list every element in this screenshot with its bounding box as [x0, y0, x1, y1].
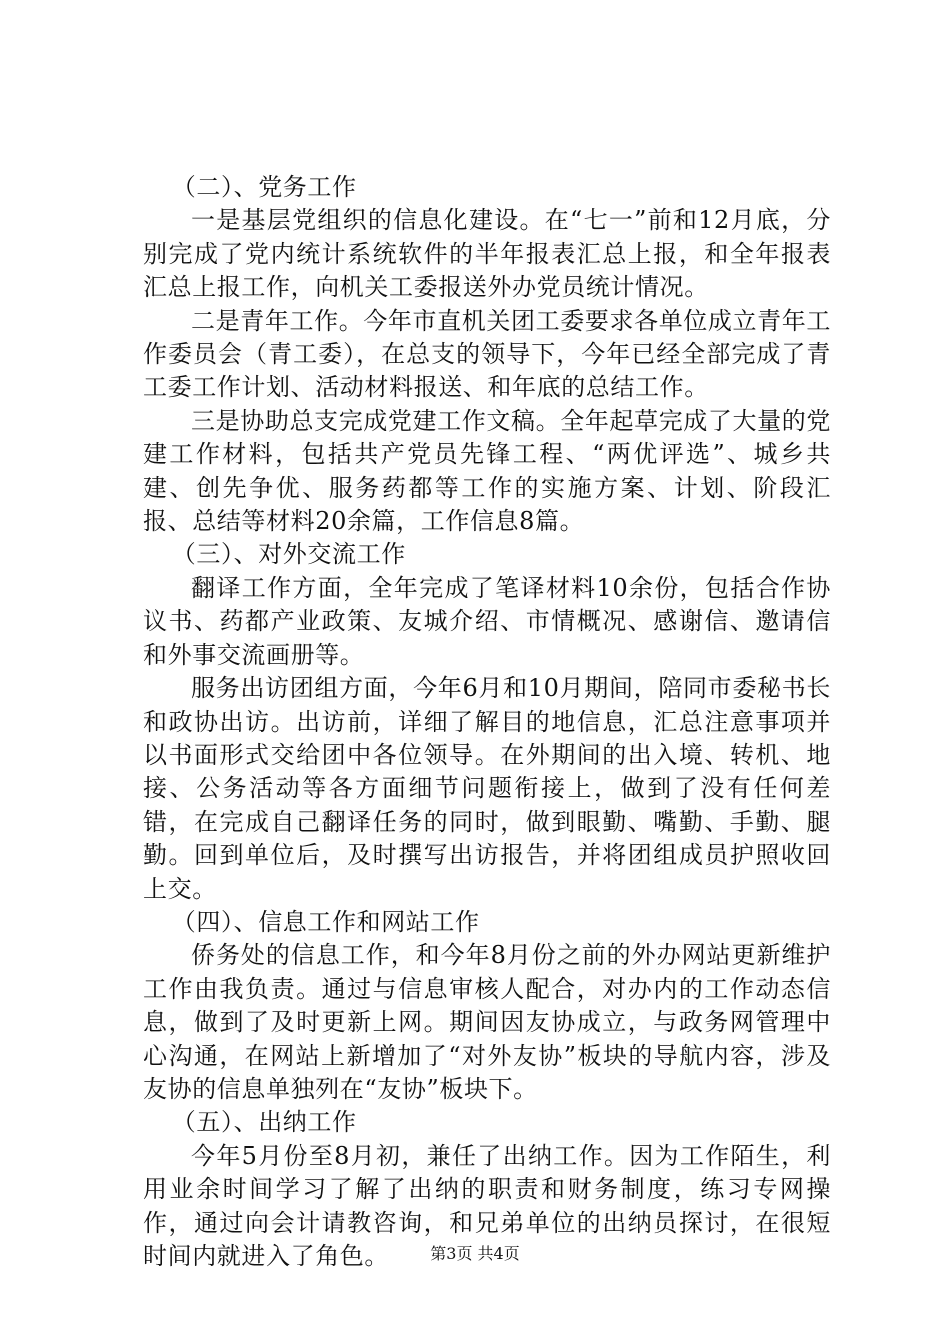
paragraph-delegation-service: 服务出访团组方面，今年6月和10月期间，陪同市委秘书长和政协出访。出访前，详细了解目的地信息，汇总注意事项并以书面形式交给团中各位领导。在外期间的出入境、转机、地接、公务活动等各方面细节问题衔接上，做到了没有任何差错，在完成自己翻译任务的同时，做到眼勤、嘴勤、手勤、腿勤。回到单位后，及时撰写出访报告，并将团组成员护照收回上交。	[143, 674, 831, 903]
paragraph-party-documents: 三是协助总支完成党建工作文稿。全年起草完成了大量的党建工作材料，包括共产党员先锋工程、“两优评选”、城乡共建、创先争优、服务药都等工作的实施方案、计划、阶段汇报、总结等材料20余篇，工作信息8篇。	[143, 406, 831, 536]
section-heading-cashier: （五）、出纳工作	[171, 1108, 357, 1137]
document-body	[143, 171, 831, 1273]
section-heading-foreign-exchange: （三）、对外交流工作	[171, 540, 406, 569]
paragraph-translation: 翻译工作方面，全年完成了笔译材料10余份，包括合作协议书、药都产业政策、友城介绍、市情概况、感谢信、邀请信和外事交流画册等。	[143, 573, 831, 669]
section-heading-party-affairs: （二）、党务工作	[171, 173, 357, 201]
paragraph-youth-work: 二是青年工作。今年市直机关团工委要求各单位成立青年工作委员会（青工委），在总支的领导下，今年已经全部完成了青工委工作计划、活动材料报送、和年底的总结工作。	[143, 306, 831, 402]
paragraph-cashier-work: 今年5月份至8月初，兼任了出纳工作。因为工作陌生，利用业余时间学习了解了出纳的职责和财务制度，练习专网操作，通过向会计请教咨询，和兄弟单位的出纳员探讨，在很短时间内就进入了角色。	[143, 1141, 831, 1270]
paragraph-informatization: 一是基层党组织的信息化建设。在“七一”前和12月底，分别完成了党内统计系统软件的半年报表汇总上报，和全年报表汇总上报工作，向机关工委报送外办党员统计情况。	[143, 206, 831, 302]
section-heading-information-website: （四）、信息工作和网站工作	[171, 907, 480, 936]
page-footer: 第3页 共4页	[430, 1244, 520, 1263]
paragraph-website-maintenance: 侨务处的信息工作，和今年8月份之前的外办网站更新维护工作由我负责。通过与信息审核人配合，对办内的工作动态信息，做到了及时更新上网。期间因友协成立，与政务网管理中心沟通，在网站上新增加了“对外友协”板块的导航内容，涉及友协的信息单独列在“友协”板块下。	[143, 941, 831, 1103]
